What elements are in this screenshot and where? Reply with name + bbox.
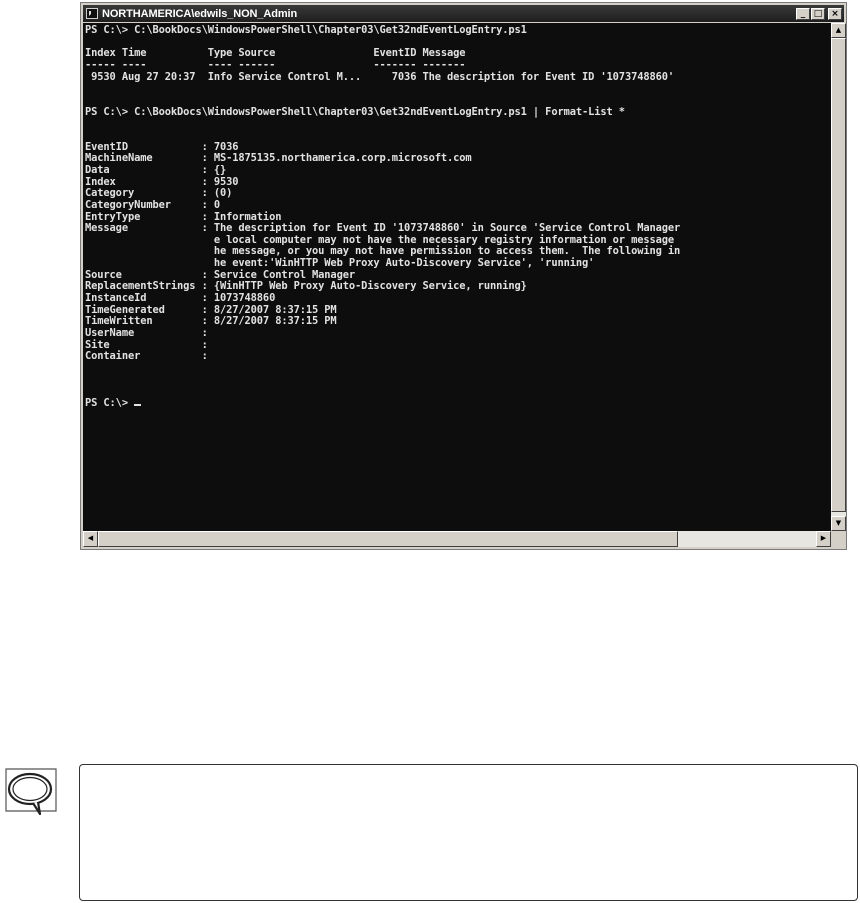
console-line: Message : The description for Event ID '1073748860' in Source 'Service Control Manager [85,222,681,235]
console-line: PS C:\> C:\BookDocs\WindowsPowerShell\Chapter03\Get32ndEventLogEntry.ps1 | Format-List * [85,105,625,118]
scroll-up-button[interactable]: ▲ [831,23,846,38]
console-line: PS C:\> C:\BookDocs\WindowsPowerShell\Chapter03\Get32ndEventLogEntry.ps1 [85,24,527,36]
scroll-left-button[interactable]: ◀ [83,531,98,547]
close-button[interactable]: × [828,8,842,20]
console-line: Index Time Type Source EventID Message [85,47,466,60]
scroll-right-button[interactable]: ▶ [816,531,831,547]
console-line: EntryType : Information [85,210,282,223]
console-line: TimeGenerated : 8/27/2007 8:37:15 PM [85,303,337,316]
console-line: Source : Service Control Manager [85,268,355,281]
console-line: TimeWritten : 8/27/2007 8:37:15 PM [85,315,337,328]
console-text [83,23,831,410]
powershell-window [80,2,847,550]
console-line: Site : [85,338,208,351]
console-line: Container : [85,350,208,363]
vertical-scroll-thumb[interactable] [831,38,846,512]
minimize-button[interactable]: _ [796,8,810,20]
title-bar[interactable] [83,5,844,22]
horizontal-scroll-thumb[interactable] [98,531,678,547]
console-line: CategoryNumber : 0 [85,198,220,211]
maximize-button[interactable]: □ [811,8,825,20]
horizontal-scrollbar[interactable] [83,531,831,547]
console-line: ----- ---- ---- ------ ------- ------- [85,58,466,71]
size-grip[interactable] [831,531,846,547]
console-line: he message, or you may not have permission to access them. The following in [85,245,681,258]
window-title: NORTHAMERICA\edwils_NON_Admin [102,7,298,20]
console-line: e local computer may not have the necessary registry information or message [85,233,675,246]
console-line: Index : 9530 [85,175,239,188]
window-controls [796,8,842,20]
console-icon[interactable] [86,8,98,19]
console-line: MachineName : MS-1875135.northamerica.corp.microsoft.com [85,152,472,165]
console-line: EventID : 7036 [85,140,239,153]
console-line: Data : {} [85,163,227,176]
vertical-scrollbar[interactable] [831,23,846,531]
console-line: he event:'WinHTTP Web Proxy Auto-Discovery Service', 'running' [85,257,595,270]
console-line: ReplacementStrings : {WinHTTP Web Proxy Auto-Discovery Service, running} [85,280,527,293]
console-line: InstanceId : 1073748860 [85,292,276,305]
console-line: 9530 Aug 27 20:37 Info Service Control M... 7036 The description for Event ID '1073748860' [85,70,675,83]
console-line: UserName : [85,327,208,340]
console-line: PS C:\> [85,397,135,409]
scroll-down-button[interactable]: ▼ [831,516,846,531]
text-cursor [134,404,141,406]
note-box [79,764,858,901]
console-output[interactable] [83,23,831,531]
console-line: Category : (0) [85,187,233,200]
speech-bubble-icon [0,767,60,827]
